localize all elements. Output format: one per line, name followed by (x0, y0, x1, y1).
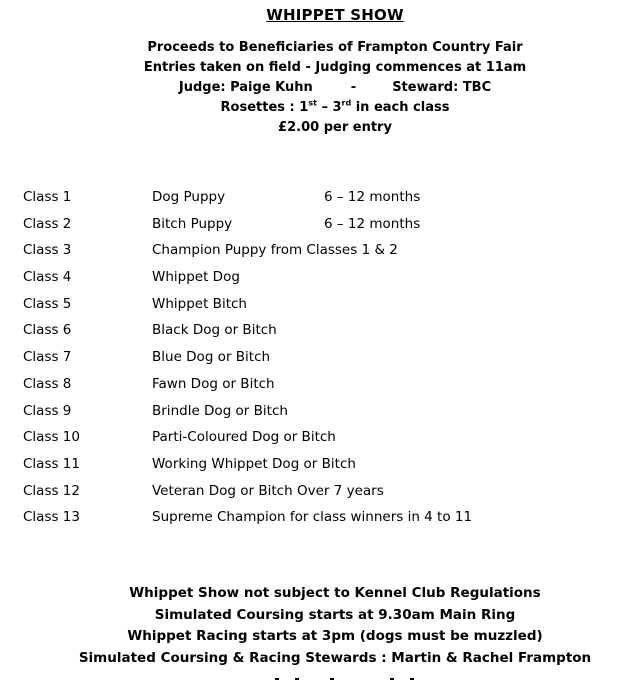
class-name: Class 10 (23, 429, 80, 446)
rosettes-suffix: in each class (351, 100, 450, 115)
proceeds-line: Proceeds to Beneficiaries of Frampton Country Fair (147, 40, 523, 55)
class-name: Class 1 (23, 189, 72, 205)
class-description: Working Whippet Dog or Bitch (152, 455, 356, 472)
class-age: 6 – 12 months (324, 189, 421, 205)
rosettes-prefix: Rosettes : 1 (220, 100, 309, 115)
rosettes-mid: – 3 (316, 100, 342, 115)
class-name: Class 2 (23, 215, 72, 232)
judge-text: Judge: Paige Kuhn (178, 80, 313, 95)
class-description: Blue Dog or Bitch (152, 349, 271, 366)
class-description: Whippet Bitch (152, 295, 247, 312)
class-description: Dog Puppy (152, 189, 226, 205)
cut-off-text-remnant (0, 678, 627, 683)
regulations-note: Whippet Show not subject to Kennel Club Regulations (129, 585, 541, 601)
class-name: Class 5 (23, 295, 72, 312)
class-description: Champion Puppy from Classes 1 & 2 (152, 242, 398, 259)
class-name: Class 9 (23, 402, 72, 419)
class-name: Class 11 (23, 455, 80, 472)
class-name: Class 3 (23, 242, 72, 259)
class-name: Class 7 (23, 349, 72, 366)
separator-text: - (350, 80, 357, 95)
show-notes (0, 583, 627, 669)
rosettes-sup-first: st (308, 98, 317, 108)
steward-text: Steward: TBC (392, 80, 492, 95)
rosettes-line (0, 98, 627, 118)
class-name: Class 12 (23, 482, 80, 499)
coursing-time-note: Simulated Coursing starts at 9.30am Main Ring (154, 606, 516, 623)
price-line: £2.00 per entry (278, 120, 392, 135)
stewards-note: Simulated Coursing & Racing Stewards : Martin & Rachel Frampton (78, 649, 592, 666)
class-description: Supreme Champion for class winners in 4 to 11 (152, 509, 473, 526)
class-description: Bitch Puppy (152, 215, 233, 232)
class-age: 6 – 12 months (324, 215, 421, 232)
page-title: WHIPPET SHOW (266, 6, 404, 24)
judge-steward-line (0, 78, 627, 98)
class-description: Parti-Coloured Dog or Bitch (152, 429, 336, 446)
class-description: Veteran Dog or Bitch Over 7 years (152, 482, 384, 499)
class-name: Class 6 (23, 322, 72, 339)
show-details (0, 38, 627, 138)
class-description: Black Dog or Bitch (152, 322, 277, 339)
class-name: Class 8 (23, 375, 72, 392)
class-description: Whippet Dog (152, 269, 240, 286)
class-name: Class 13 (23, 509, 80, 526)
class-description: Brindle Dog or Bitch (152, 402, 288, 419)
rosettes-sup-third: rd (341, 98, 352, 108)
class-name: Class 4 (23, 269, 72, 286)
entries-line: Entries taken on field - Judging commences at 11am (143, 60, 527, 75)
racing-time-note: Whippet Racing starts at 3pm (dogs must be muzzled) (127, 628, 543, 644)
class-description: Fawn Dog or Bitch (152, 375, 275, 392)
